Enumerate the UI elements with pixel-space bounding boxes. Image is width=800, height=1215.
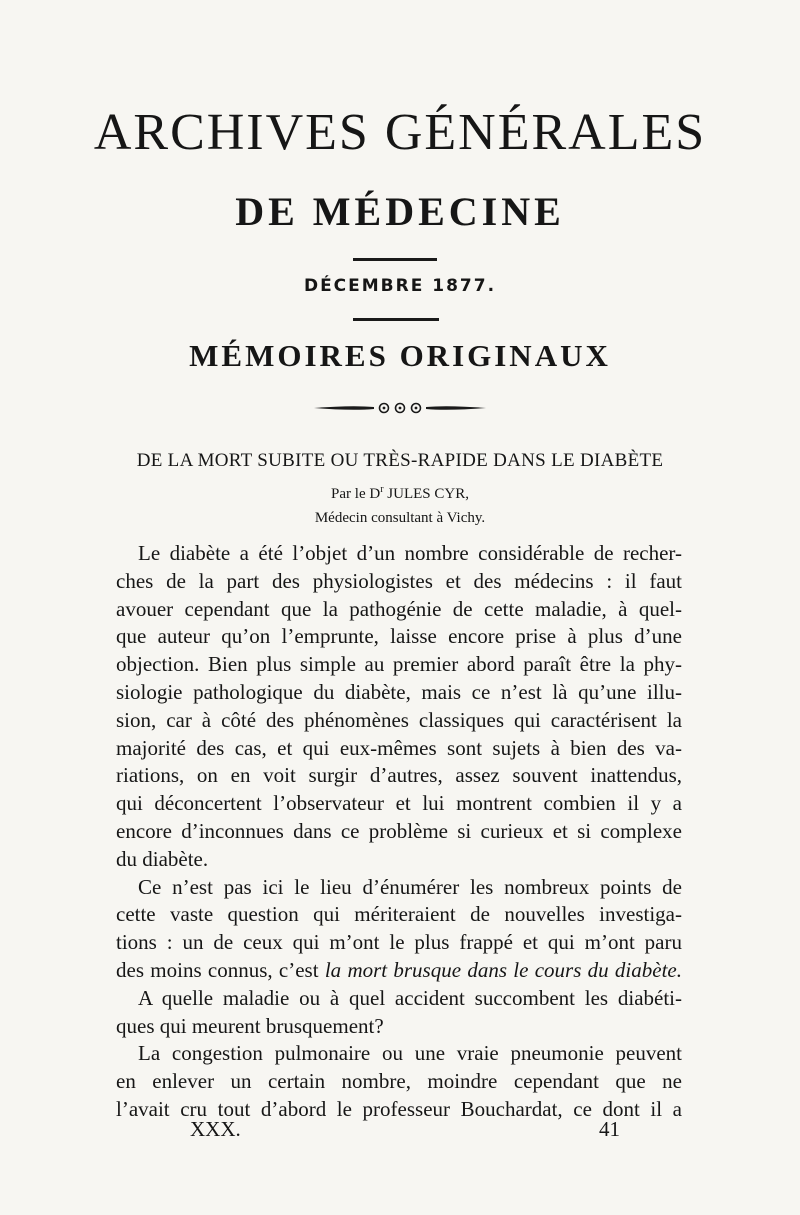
journal-title: ARCHIVES GÉNÉRALES (93, 104, 707, 161)
article-title: DE LA MORT SUBITE OU TRÈS-RAPIDE DANS LE DIABÈTE (136, 450, 664, 471)
body-line: La congestion pulmonaire ou une vraie pneumonie peuvent (138, 1041, 682, 1066)
body-line: ches de la part des physiologistes et des médecins : il faut (116, 568, 682, 593)
body-line: tions : un de ceux qui m’ont le plus frappé et qui m’ont paru (116, 930, 682, 955)
article-body (116, 540, 682, 1124)
body-line: encore d’inconnues dans ce problème si curieux et si complexe (116, 818, 682, 843)
body-line: ques qui meurent brusquement? (116, 1013, 384, 1038)
body-line: cette vaste question qui mériteraient de nouvelles investiga- (116, 902, 682, 927)
body-line: en enlever un certain nombre, moindre cependant que ne (116, 1069, 682, 1094)
issue-date: DÉCEMBRE 1877. (303, 276, 497, 296)
signature-mark: XXX. (190, 1117, 241, 1141)
body-line: majorité des cas, et qui eux-mêmes sont sujets à bien des va- (116, 735, 682, 760)
body-line: A quelle maladie ou à quel accident succombent les diabéti- (138, 985, 682, 1010)
body-line: Le diabète a été l’objet d’un nombre considérable de recher- (138, 541, 682, 565)
body-line: du diabète. (116, 846, 209, 871)
divider-rule (353, 318, 439, 321)
body-line: riations, on en voit surgir d’autres, assez souvent inattendus, (116, 763, 682, 788)
page-footer (190, 1117, 620, 1142)
emphasis-text: la mort brusque dans le cours du diabète. (324, 957, 682, 982)
section-title: MÉMOIRES ORIGINAUX (189, 338, 611, 373)
page-number: 41 (599, 1117, 620, 1141)
body-line: objection. Bien plus simple au premier abord paraît être la phy- (116, 652, 682, 677)
body-line-with-emphasis: des moins connus, c’est la mort brusque dans le cours du diabète. (116, 957, 682, 982)
author-affiliation: Médecin consultant à Vichy. (314, 510, 486, 526)
body-line: avouer cependant que la pathogénie de cette maladie, à quel- (116, 596, 682, 621)
divider-rule (353, 258, 437, 261)
body-line: siologie pathologique du diabète, mais ce n’est là qu’une illu- (116, 679, 682, 704)
body-line: que auteur qu’on l’emprunte, laisse encore prise à plus d’une (116, 624, 682, 649)
body-line: Ce n’est pas ici le lieu d’énumérer les nombreux points de (138, 874, 682, 899)
body-line: qui déconcertent l’observateur et lui montrent combien il y a (116, 791, 682, 816)
ornament-divider-icon (312, 400, 488, 416)
body-line: sion, car à côté des phénomènes classiques qui caractérisent la (116, 707, 682, 732)
journal-subtitle: DE MÉDECINE (235, 189, 565, 234)
article-byline: Par le $D^r$ JULES CYR, (331, 484, 469, 502)
body-line: l’avait cru tout d’abord le professeur Bouchardat, ce dont il a (116, 1096, 682, 1121)
